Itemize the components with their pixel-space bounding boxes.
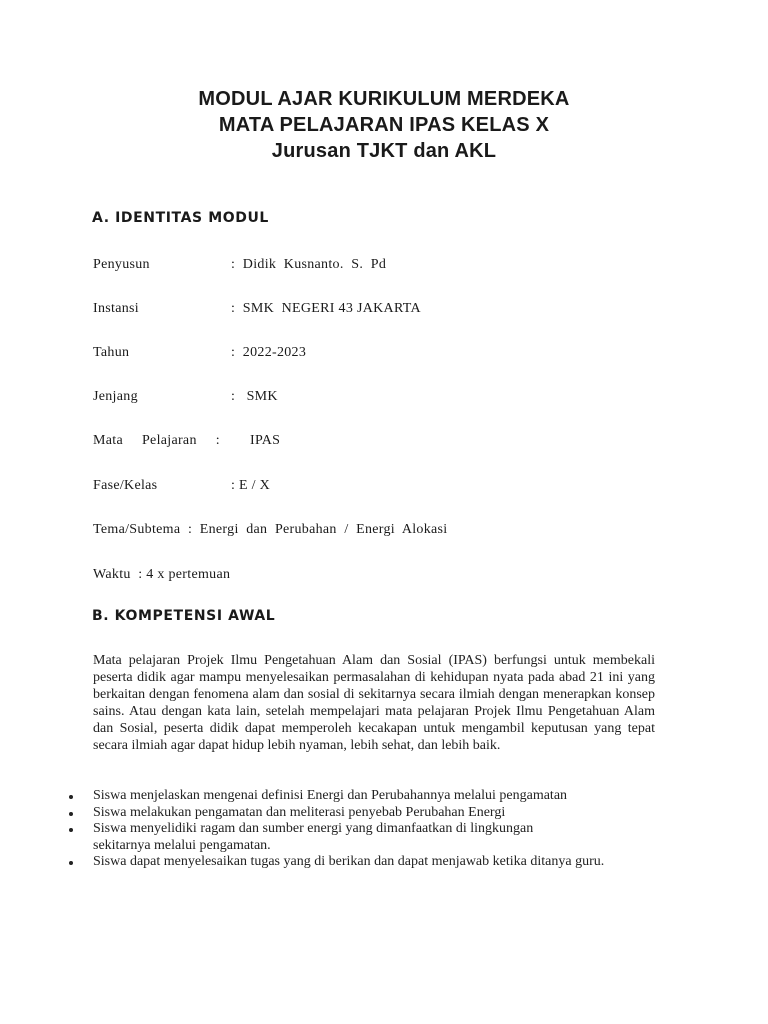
identity-row-jenjang xyxy=(93,387,653,407)
list-item xyxy=(60,788,660,805)
list-item xyxy=(60,821,660,854)
bullet-text: Siswa menjelaskan mengenai definisi Energi dan Perubahannya melalui pengamatan xyxy=(93,788,568,803)
identity-value: : SMK NEGERI 43 JAKARTA xyxy=(231,301,421,316)
kompetensi-bullet-list xyxy=(60,788,660,871)
list-item xyxy=(60,854,660,871)
identity-label: Instansi xyxy=(93,301,139,316)
identity-label: Mata Pelajaran : xyxy=(93,433,220,448)
identity-row-tahun xyxy=(93,343,653,363)
bullet-text: Siswa dapat menyelesaikan tugas yang di berikan dan dapat menjawab ketika ditanya guru. xyxy=(93,854,605,869)
identity-value: : E / X xyxy=(231,478,271,493)
bullet-text: Siswa melakukan pengamatan dan meliterasi penyebab Perubahan Energi xyxy=(93,804,506,820)
tema-text: Tema/Subtema : Energi dan Perubahan / Energi Alokasi xyxy=(93,522,448,537)
identity-row-mata-pelajaran xyxy=(93,431,653,451)
identity-row-waktu xyxy=(93,565,653,585)
kompetensi-paragraph: Mata pelajaran Projek Ilmu Pengetahuan Alam dan Sosial (IPAS) berfungsi untuk membekali peserta didik agar mampu menyelesaikan permasalahan di kehidupan nyata pada abad 21 ini yang berkaitan dengan fenomena alam dan sosial di sekitarnya secara ilmiah dengan menerapkan konsep sains. Atau dengan kata lain, setelah mempelajari mata pelajaran Projek Ilmu Pengetahuan Alam dan Sosial, peserta didik dapat memperoleh kecakapan untuk mengambil keputusan yang tepat secara ilmiah agar dapat hidup lebih nyaman, lebih sehat, dan lebih baik. xyxy=(93,653,655,753)
bullet-text: Siswa menyelidiki ragam dan sumber energi yang dimanfaatkan di lingkungan sekitarnya melalui pengamatan. xyxy=(93,821,534,853)
identity-value: : SMK xyxy=(231,389,278,404)
identity-row-fase-kelas xyxy=(93,476,653,496)
identity-label: Penyusun xyxy=(93,257,150,272)
identity-label: Tahun xyxy=(93,345,130,360)
identity-value: : 2022-2023 xyxy=(231,345,307,360)
bullet-icon xyxy=(69,828,73,832)
identity-value: : Didik Kusnanto. S. Pd xyxy=(231,257,387,272)
identity-label: Jenjang xyxy=(93,389,138,404)
section-b-heading: B. KOMPETENSI AWAL xyxy=(92,608,276,624)
title-line-3: Jurusan TJKT dan AKL xyxy=(271,140,497,162)
bullet-icon xyxy=(69,861,73,865)
identity-value: IPAS xyxy=(231,433,281,448)
identity-row-instansi xyxy=(93,299,653,319)
title-line-1: MODUL AJAR KURIKULUM MERDEKA xyxy=(198,88,570,110)
waktu-text: Waktu : 4 x pertemuan xyxy=(93,567,231,582)
list-item xyxy=(60,805,660,822)
document-title xyxy=(0,86,768,164)
bullet-icon xyxy=(69,795,73,799)
identity-row-tema xyxy=(93,520,653,540)
bullet-icon xyxy=(69,812,73,816)
title-line-2: MATA PELAJARAN IPAS KELAS X xyxy=(218,114,550,136)
identity-row-penyusun xyxy=(93,255,653,275)
section-a-heading: A. IDENTITAS MODUL xyxy=(92,210,269,226)
identity-label: Fase/Kelas xyxy=(93,478,158,493)
